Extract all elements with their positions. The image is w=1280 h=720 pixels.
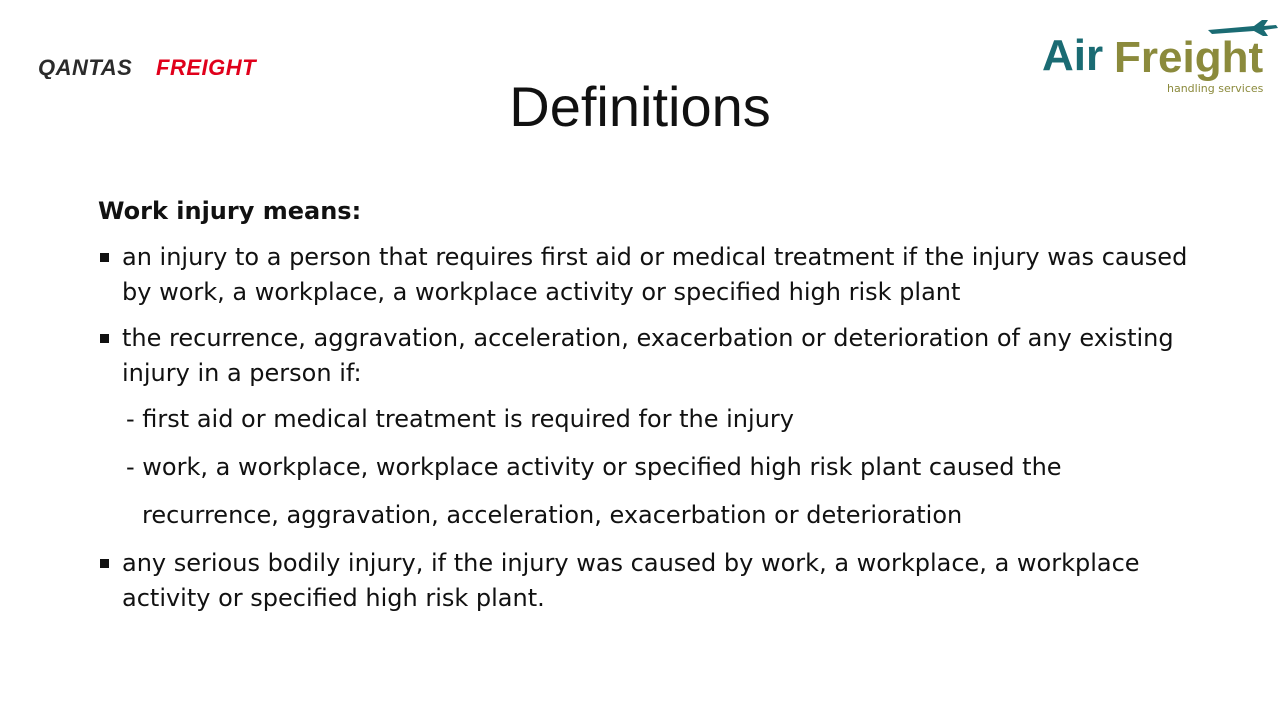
square-bullet-icon (100, 559, 109, 568)
sub-item: - work, a workplace, workplace activity or specified high risk plant caused the (126, 453, 1062, 481)
bullet-item (98, 546, 1198, 616)
square-bullet-icon (100, 253, 109, 262)
qantas-logo-text: QANTAS (38, 55, 133, 79)
bullet-item (98, 240, 1198, 310)
sub-item-continuation: recurrence, aggravation, acceleration, exacerbation or deterioration (142, 501, 963, 529)
slide-body (98, 194, 1198, 627)
square-bullet-icon (100, 334, 109, 343)
freight-logo-text: FREIGHT (156, 55, 257, 79)
bullet-text: any serious bodily injury, if the injury was caused by work, a workplace, a workplace activity or specified high risk plant. (122, 549, 1140, 612)
freight-logo-text-right: Freight (1114, 33, 1264, 82)
sub-item: - first aid or medical treatment is required for the injury (126, 405, 794, 433)
bullet-item (98, 321, 1198, 391)
bullet-text: the recurrence, aggravation, acceleration, exacerbation or deterioration of any existing injury in a person if: (122, 324, 1174, 387)
slide-title: Definitions (509, 75, 771, 138)
definition-heading: Work injury means: (98, 197, 362, 225)
bullet-text: an injury to a person that requires first aid or medical treatment if the injury was caused by work, a workplace, a workplace activity or specified high risk plant (122, 243, 1188, 306)
tagline-text: handling services (1167, 82, 1264, 95)
air-logo-text: Air (1042, 31, 1104, 80)
